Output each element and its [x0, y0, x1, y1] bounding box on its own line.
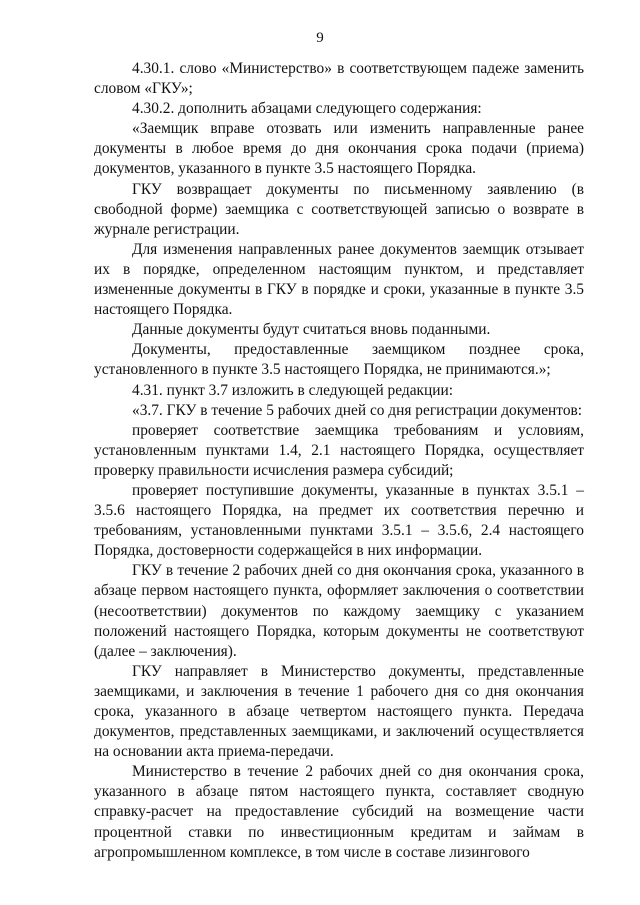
- paragraph-resubmitted: Данные документы будут считаться вновь поданными.: [132, 321, 491, 339]
- paragraph-send-to-ministry: ГКУ направляет в Министерство документы, представленные заемщиками, и заключения в течение 1 рабочего дня со дня окончания срока, указанного в абзаце четвертом настоящего пункта. Передача документов, представленных заемщиками, и заключений осуществляется на основании акта приема-передачи.: [94, 662, 584, 761]
- paragraph-4-31: 4.31. пункт 3.7 изложить в следующей редакции:: [132, 381, 453, 399]
- paragraph-4-30-1: 4.30.1. слово «Министерство» в соответствующем падеже заменить словом «ГКУ»;: [94, 60, 584, 98]
- paragraph-ministry-summary: Министерство в течение 2 рабочих дней со дня окончания срока, указанного в абзаце пятом настоящего пункта, составляет сводную справку-расчет на предоставление субсидий на возмещение части процентной ставки по инвестиционным кредитам и займам в агропромышленном комплексе, в том числе в составе лизингового: [94, 763, 584, 861]
- paragraph-return-documents: ГКУ возвращает документы по письменному заявлению (в свободной форме) заемщика с соответствующей записью о возврате в журнале регистрации.: [94, 180, 584, 238]
- paragraph-4-30-2: 4.30.2. дополнить абзацами следующего содержания:: [132, 100, 482, 118]
- paragraph-late-documents: Документы, предоставленные заемщиком позднее срока, установленного в пункте 3.5 настоящего Порядка, не принимаются.»;: [94, 341, 584, 379]
- paragraph-conclusions: ГКУ в течение 2 рабочих дней со дня окончания срока, указанного в абзаце первом настоящего пункта, оформляет заключения о соответствии (несоответствии) документов по каждому заемщику с указанием положений настоящего Порядка, которым документы не соответствуют (далее – заключения).: [94, 562, 584, 660]
- paragraph-change-documents: Для изменения направленных ранее документов заемщик отзывает их в порядке, определенном настоящим пунктом, и представляет измененные документы в ГКУ в порядке и сроки, указанные в пункте 3.5 настоящего Порядка.: [94, 240, 584, 319]
- document-body: [94, 59, 584, 863]
- paragraph-withdraw-right: «Заемщик вправе отозвать или изменить направленные ранее документы в любое время до дня окончания срока подачи (приема) документов, указанного в пункте 3.5 настоящего Порядка.: [94, 120, 584, 178]
- page-number: 9: [316, 30, 324, 46]
- paragraph-3-7: «3.7. ГКУ в течение 5 рабочих дней со дня регистрации документов:: [132, 401, 583, 419]
- paragraph-check-documents: проверяет поступившие документы, указанные в пунктах 3.5.1 – 3.5.6 настоящего Порядка, на предмет их соответствия перечню и требованиям, установленными пунктами 3.5.1 – 3.5.6, 2.4 настоящего Порядка, достоверности содержащейся в них информации.: [94, 481, 584, 560]
- paragraph-check-compliance: проверяет соответствие заемщика требованиям и условиям, установленным пунктами 1.4, 2.1 настоящего Порядка, осуществляет проверку правильности исчисления размера субсидий;: [94, 421, 584, 479]
